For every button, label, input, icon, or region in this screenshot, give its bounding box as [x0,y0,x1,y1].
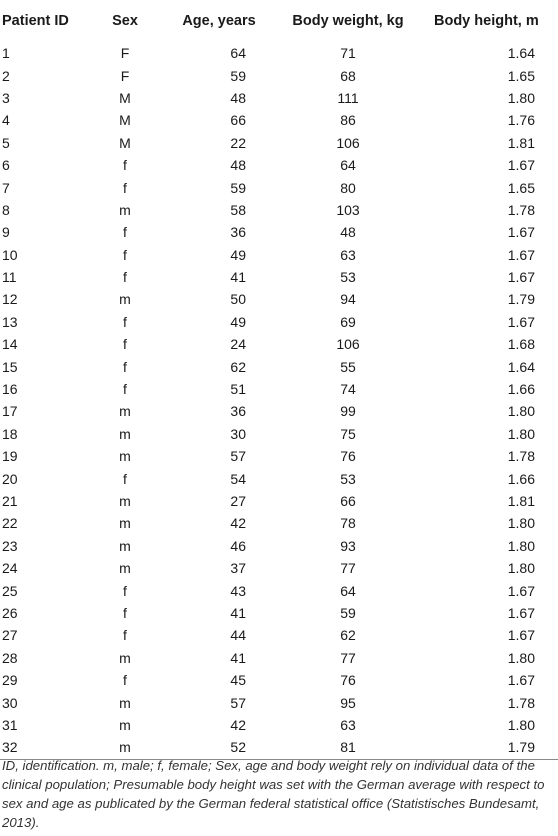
cell-body-weight: 111 [337,89,359,106]
table-row [0,624,558,646]
table-row [0,355,558,377]
cell-age: 59 [230,67,246,84]
cell-body-height: 1.66 [507,381,535,398]
cell-age: 43 [230,582,246,599]
table-row [0,714,558,736]
cell-sex: f [123,224,127,241]
cell-age: 66 [230,112,246,129]
cell-body-weight: 55 [340,358,356,375]
table-row [0,490,558,512]
cell-body-height: 1.80 [507,515,535,532]
cell-body-height: 1.67 [507,313,535,330]
table-row [0,557,558,579]
cell-body-weight: 48 [340,224,356,241]
table-row [0,311,558,333]
cell-body-height: 1.68 [507,336,535,353]
cell-body-weight: 78 [340,515,356,532]
table-row [0,400,558,422]
table-row [0,199,558,221]
cell-body-height: 1.64 [507,358,535,375]
cell-patient-id: 29 [2,672,18,689]
cell-body-weight: 69 [340,313,356,330]
cell-age: 24 [230,336,246,353]
cell-body-weight: 64 [340,157,356,174]
cell-sex: m [119,537,131,554]
cell-patient-id: 31 [2,716,18,733]
cell-body-weight: 66 [340,493,356,509]
cell-body-height: 1.67 [507,246,535,263]
cell-body-height: 1.66 [507,470,535,487]
cell-age: 46 [230,537,246,554]
cell-body-height: 1.80 [507,560,535,577]
cell-patient-id: 3 [2,89,10,106]
cell-body-weight: 106 [336,336,360,353]
cell-patient-id: 22 [2,515,18,532]
cell-age: 52 [230,739,246,756]
cell-patient-id: 4 [2,112,10,129]
cell-age: 51 [230,381,246,398]
cell-patient-id: 14 [2,336,18,353]
cell-body-weight: 76 [340,448,356,465]
cell-age: 37 [230,560,246,577]
table-row [0,333,558,355]
cell-sex: m [119,694,131,711]
cell-patient-id: 25 [2,582,18,599]
cell-patient-id: 23 [2,537,18,554]
header-sex: Sex [112,13,138,29]
cell-age: 57 [230,694,246,711]
cell-sex: f [123,358,127,375]
cell-body-height: 1.80 [507,537,535,554]
cell-sex: F [120,45,130,62]
cell-age: 49 [230,246,246,263]
cell-body-height: 1.78 [507,694,535,711]
cell-body-weight: 81 [340,739,356,756]
table-row [0,647,558,669]
cell-sex: m [119,560,131,577]
cell-patient-id: 9 [2,224,10,241]
cell-sex: f [123,582,127,599]
table-row [0,378,558,400]
cell-body-weight: 62 [340,627,356,644]
cell-age: 41 [230,604,246,621]
cell-age: 36 [230,403,246,420]
cell-body-height: 1.80 [507,89,535,106]
cell-patient-id: 11 [2,269,17,286]
table-row [0,266,558,288]
cell-sex: f [123,470,127,487]
table-row [0,535,558,557]
cell-patient-id: 32 [2,739,18,756]
cell-body-height: 1.67 [507,627,535,644]
header-row [0,0,558,42]
cell-sex: f [123,627,127,644]
cell-patient-id: 24 [2,560,18,577]
cell-age: 44 [230,627,246,644]
cell-body-weight: 94 [340,291,356,308]
cell-body-height: 1.67 [507,224,535,241]
cell-body-height: 1.67 [507,672,535,689]
cell-sex: m [119,739,131,756]
cell-age: 48 [230,89,246,106]
table-row [0,669,558,691]
cell-sex: M [119,89,131,106]
cell-body-height: 1.79 [507,739,535,756]
cell-sex: f [123,269,127,286]
cell-body-weight: 68 [340,67,356,84]
cell-body-weight: 59 [340,604,356,621]
cell-body-height: 1.80 [507,403,535,420]
cell-patient-id: 12 [2,291,18,308]
cell-patient-id: 16 [2,381,18,398]
cell-age: 42 [230,515,246,532]
cell-body-height: 1.65 [507,179,535,196]
cell-age: 22 [230,134,246,151]
cell-patient-id: 26 [2,604,18,621]
table-row [0,579,558,601]
cell-patient-id: 6 [2,157,10,174]
table-row [0,423,558,445]
cell-body-height: 1.65 [507,67,535,84]
cell-patient-id: 19 [2,448,18,465]
table-row [0,132,558,154]
cell-body-height: 1.76 [507,112,535,129]
cell-body-weight: 106 [336,134,360,151]
cell-age: 42 [230,716,246,733]
cell-sex: m [119,493,131,509]
cell-body-weight: 77 [340,649,356,666]
cell-patient-id: 30 [2,694,18,711]
cell-patient-id: 1 [2,45,10,62]
cell-age: 41 [230,649,246,666]
table-row [0,154,558,176]
cell-body-height: 1.81 [507,493,535,509]
cell-body-weight: 93 [340,537,356,554]
cell-body-height: 1.67 [507,582,535,599]
cell-patient-id: 27 [2,627,18,644]
cell-patient-id: 18 [2,425,18,442]
cell-age: 62 [230,358,246,375]
cell-body-weight: 99 [340,403,356,420]
cell-patient-id: 13 [2,313,18,330]
cell-body-weight: 71 [340,45,356,62]
cell-age: 36 [230,224,246,241]
table-row [0,109,558,131]
table-row [0,691,558,713]
cell-sex: f [123,313,127,330]
table-row [0,221,558,243]
table-row [0,445,558,467]
cell-patient-id: 7 [2,179,10,196]
header-patient-id: Patient ID [2,13,69,29]
cell-sex: m [119,291,131,308]
table-header [0,0,558,42]
cell-sex: f [123,672,127,689]
table-row [0,244,558,266]
table-footnote: ID, identification. m, male; f, female; Sex, age and body weight rely on individual data of the clinical population; Presumable body height was set with the German average with respect to sex and age as publicated by the German federal statistical office (Statistisches Bundesamt, 2013). [2,758,545,830]
cell-body-weight: 77 [340,560,356,577]
cell-age: 50 [230,291,246,308]
cell-body-weight: 86 [340,112,356,129]
cell-sex: m [119,425,131,442]
table-body [0,42,558,759]
table-row [0,64,558,86]
header-body-weight: Body weight, kg [292,13,404,29]
cell-body-height: 1.67 [507,604,535,621]
table-row [0,467,558,489]
cell-sex: m [119,403,131,420]
cell-sex: f [123,604,127,621]
cell-sex: m [119,716,131,733]
cell-body-weight: 63 [340,716,356,733]
cell-body-height: 1.81 [507,134,535,151]
cell-body-weight: 74 [340,381,356,398]
cell-body-weight: 76 [340,672,356,689]
cell-age: 48 [230,157,246,174]
cell-body-height: 1.78 [507,448,535,465]
cell-body-height: 1.67 [507,269,535,286]
table-row [0,176,558,198]
cell-age: 54 [230,470,246,487]
cell-body-weight: 53 [340,269,356,286]
cell-patient-id: 28 [2,649,18,666]
cell-patient-id: 17 [2,403,18,420]
table-row [0,42,558,64]
cell-sex: f [123,157,127,174]
cell-patient-id: 10 [2,246,18,263]
table-row [0,602,558,624]
cell-body-height: 1.80 [507,716,535,733]
cell-age: 57 [230,448,246,465]
cell-body-weight: 63 [340,246,356,263]
cell-age: 30 [230,425,246,442]
cell-patient-id: 15 [2,358,18,375]
cell-sex: m [119,201,131,218]
cell-sex: f [123,246,127,263]
cell-body-weight: 64 [340,582,356,599]
cell-body-height: 1.78 [507,201,535,218]
cell-patient-id: 21 [2,493,18,509]
cell-body-height: 1.79 [507,291,535,308]
cell-body-weight: 53 [340,470,356,487]
cell-patient-id: 2 [2,67,10,84]
cell-body-weight: 103 [336,201,360,218]
cell-body-height: 1.64 [507,45,535,62]
cell-patient-id: 20 [2,470,18,487]
cell-sex: m [119,448,131,465]
cell-age: 64 [230,45,246,62]
cell-patient-id: 8 [2,201,10,218]
header-age: Age, years [182,13,256,29]
cell-age: 45 [230,672,246,689]
cell-age: 59 [230,179,246,196]
cell-sex: M [119,134,131,151]
cell-body-weight: 75 [340,425,356,442]
cell-sex: f [123,381,127,398]
cell-patient-id: 5 [2,134,10,151]
cell-age: 58 [230,201,246,218]
cell-sex: f [123,179,127,196]
cell-sex: F [120,67,130,84]
cell-body-weight: 80 [340,179,356,196]
cell-body-weight: 95 [340,694,356,711]
cell-sex: M [119,112,131,129]
cell-age: 49 [230,313,246,330]
header-body-height: Body height, m [434,13,539,29]
cell-sex: m [119,649,131,666]
cell-sex: f [123,336,127,353]
cell-age: 27 [230,493,246,509]
table-row [0,512,558,534]
table-row [0,288,558,310]
cell-body-height: 1.80 [507,425,535,442]
cell-age: 41 [230,269,246,286]
cell-body-height: 1.80 [507,649,535,666]
cell-sex: m [119,515,131,532]
cell-body-height: 1.67 [507,157,535,174]
table-row [0,87,558,109]
